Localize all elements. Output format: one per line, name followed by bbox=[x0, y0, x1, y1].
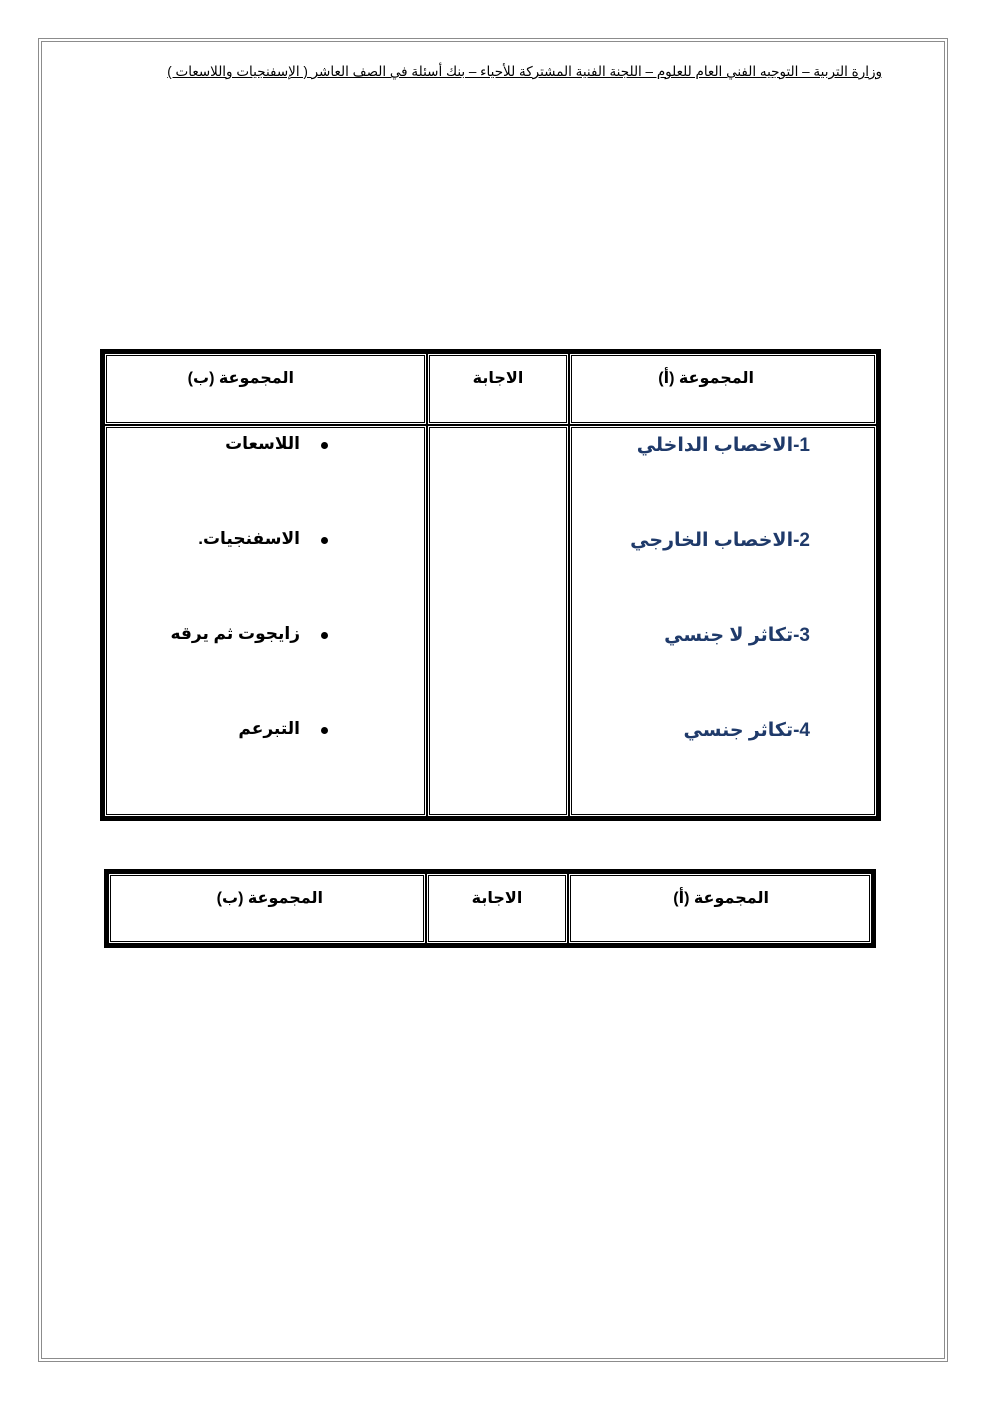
table-body-row bbox=[104, 425, 877, 817]
bullet-icon bbox=[321, 537, 328, 544]
group-b-item bbox=[107, 719, 424, 814]
answer-header: الاجابة bbox=[472, 370, 524, 387]
group-b-cell bbox=[104, 425, 427, 817]
group-a-item: 2-الاخصاب الخارجي bbox=[630, 530, 810, 551]
group-b-item-text: التبرعم bbox=[238, 719, 300, 738]
group-b-header-cell bbox=[108, 873, 426, 944]
matching-table-2 bbox=[104, 869, 876, 948]
group-a-list bbox=[572, 434, 874, 814]
group-b-item-text: زايجوت ثم يرقه bbox=[170, 624, 300, 643]
group-a-header: المجموعة (أ) bbox=[658, 370, 754, 387]
group-b-item bbox=[107, 434, 424, 529]
answer-header-cell bbox=[426, 873, 568, 944]
group-b-item bbox=[107, 624, 424, 719]
group-a-header: المجموعة (أ) bbox=[673, 890, 769, 907]
matching-table-1 bbox=[100, 349, 881, 821]
group-a-item: 3-تكاثر لا جنسي bbox=[664, 625, 810, 646]
bullet-icon bbox=[321, 442, 328, 449]
group-a-header-cell bbox=[569, 353, 877, 425]
group-b-item-text: اللاسعات bbox=[225, 434, 300, 453]
group-a-item: 1-الاخصاب الداخلي bbox=[636, 435, 810, 456]
bullet-icon bbox=[321, 727, 328, 734]
group-b-item bbox=[107, 529, 424, 624]
table-header-row bbox=[108, 873, 872, 944]
group-b-header: المجموعة (ب) bbox=[187, 370, 294, 387]
answer-header-cell bbox=[427, 353, 569, 425]
group-a-cell bbox=[569, 425, 877, 817]
bullet-icon bbox=[321, 632, 328, 639]
group-a-item: 4-تكاثر جنسي bbox=[683, 720, 810, 741]
group-b-list bbox=[107, 434, 424, 814]
group-a-header-cell bbox=[568, 873, 872, 944]
page-header: وزارة التربية – التوجيه الفني العام للعلوم – اللجنة الفنية المشتركة للأحياء – بنك أسئلة في الصف العاشر ( الإسفنجيات واللاسعات ) bbox=[167, 64, 882, 79]
answer-header: الاجابة bbox=[471, 890, 523, 907]
group-b-item-text: الاسفنجيات. bbox=[198, 529, 300, 548]
group-b-header: المجموعة (ب) bbox=[216, 890, 323, 907]
group-b-header-cell bbox=[104, 353, 427, 425]
table-header-row bbox=[104, 353, 877, 425]
answer-cell[interactable] bbox=[427, 425, 569, 817]
